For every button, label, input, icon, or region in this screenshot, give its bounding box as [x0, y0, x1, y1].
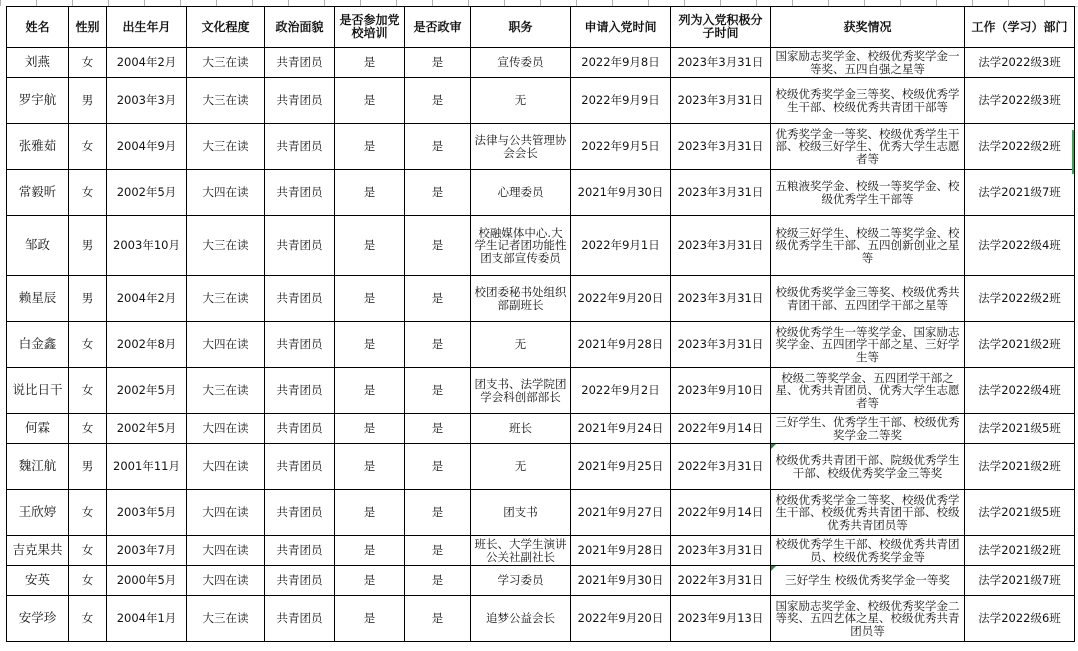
- cell-education[interactable]: 大四在读: [187, 414, 265, 444]
- cell-political[interactable]: 共青团员: [265, 322, 335, 368]
- cell-education[interactable]: 大三在读: [187, 124, 265, 170]
- cell-awards[interactable]: 五粮液奖学金、校级一等奖学金、校级优秀学生干部等: [771, 170, 965, 216]
- cell-position[interactable]: 团支书、法学院团学会科创部部长: [471, 368, 571, 414]
- cell-education[interactable]: 大四在读: [187, 322, 265, 368]
- cell-gender[interactable]: 男: [69, 444, 107, 490]
- cell-department[interactable]: 法学2021级7班: [965, 170, 1075, 216]
- cell-department[interactable]: 法学2022级2班: [965, 276, 1075, 322]
- table-row: [7, 368, 1075, 414]
- cell-apply-date[interactable]: 2022年9月20日: [571, 596, 671, 642]
- cell-name[interactable]: 邹政: [7, 216, 69, 276]
- cell-awards[interactable]: 国家励志奖学金、校级优秀奖学金二等奖、五四艺体之星、校级优秀共青团员等: [771, 596, 965, 642]
- cell-training[interactable]: 是: [335, 368, 405, 414]
- cell-review[interactable]: 是: [405, 490, 471, 536]
- cell-awards[interactable]: 校级优秀学生干部、校级优秀共青团员、校级优秀奖学金等: [771, 536, 965, 566]
- cell-political[interactable]: 共青团员: [265, 414, 335, 444]
- cell-position[interactable]: 法律与公共管理协会会长: [471, 124, 571, 170]
- cell-department[interactable]: 法学2021级2班: [965, 322, 1075, 368]
- cell-training[interactable]: 是: [335, 170, 405, 216]
- cell-activist-date[interactable]: 2023年3月31日: [671, 48, 771, 78]
- cell-review[interactable]: 是: [405, 216, 471, 276]
- cell-name[interactable]: 王欣婷: [7, 490, 69, 536]
- cell-gender[interactable]: 女: [69, 124, 107, 170]
- cell-training[interactable]: 是: [335, 216, 405, 276]
- cell-activist-date[interactable]: 2022年3月31日: [671, 566, 771, 596]
- table-row: [7, 276, 1075, 322]
- cell-gender[interactable]: 女: [69, 566, 107, 596]
- cell-training[interactable]: 是: [335, 596, 405, 642]
- cell-review[interactable]: 是: [405, 170, 471, 216]
- cell-political[interactable]: 共青团员: [265, 170, 335, 216]
- table-row: [7, 490, 1075, 536]
- cell-position[interactable]: 无: [471, 444, 571, 490]
- table-row: [7, 536, 1075, 566]
- cell-department[interactable]: 法学2021级2班: [965, 536, 1075, 566]
- cell-training[interactable]: 是: [335, 414, 405, 444]
- cell-political[interactable]: 共青团员: [265, 276, 335, 322]
- header-political[interactable]: 政治面貌: [265, 7, 335, 48]
- cell-gender[interactable]: 女: [69, 490, 107, 536]
- cell-position[interactable]: 团支书: [471, 490, 571, 536]
- cell-name[interactable]: 魏江航: [7, 444, 69, 490]
- cell-gender[interactable]: 女: [69, 368, 107, 414]
- cell-awards[interactable]: 校级三好学生、校级二等奖学金、校级优秀学生干部、五四创新创业之星等: [771, 216, 965, 276]
- cell-training[interactable]: 是: [335, 444, 405, 490]
- cell-activist-date[interactable]: 2023年9月10日: [671, 368, 771, 414]
- cell-position[interactable]: 心理委员: [471, 170, 571, 216]
- cell-activist-date[interactable]: 2022年9月14日: [671, 490, 771, 536]
- cell-department[interactable]: 法学2022级4班: [965, 216, 1075, 276]
- cell-activist-date[interactable]: 2023年3月31日: [671, 124, 771, 170]
- cell-activist-date[interactable]: 2022年3月31日: [671, 444, 771, 490]
- header-gender[interactable]: 性别: [69, 7, 107, 48]
- comment-marker: [771, 566, 776, 571]
- cell-training[interactable]: 是: [335, 124, 405, 170]
- cell-department[interactable]: 法学2022级3班: [965, 78, 1075, 124]
- cell-review[interactable]: 是: [405, 536, 471, 566]
- cell-gender[interactable]: 女: [69, 48, 107, 78]
- cell-awards[interactable]: 国家励志奖学金、校级优秀奖学金一等奖、五四自强之星等: [771, 48, 965, 78]
- cell-birth[interactable]: 2003年3月: [107, 78, 187, 124]
- cell-education[interactable]: 大三在读: [187, 276, 265, 322]
- cell-position[interactable]: 班长: [471, 414, 571, 444]
- cell-training[interactable]: 是: [335, 566, 405, 596]
- cell-review[interactable]: 是: [405, 124, 471, 170]
- cell-birth[interactable]: 2004年9月: [107, 124, 187, 170]
- cell-awards[interactable]: 校级优秀奖学金二等奖、校级优秀学生干部、校级优秀共青团干部、校级优秀共青团员等: [771, 490, 965, 536]
- cell-education[interactable]: 大三在读: [187, 216, 265, 276]
- cell-education[interactable]: 大四在读: [187, 170, 265, 216]
- cell-awards[interactable]: 校级优秀奖学金三等奖、校级优秀学生干部、校级优秀共青团干部等: [771, 78, 965, 124]
- cell-activist-date[interactable]: 2023年3月31日: [671, 170, 771, 216]
- cell-name[interactable]: 罗宇航: [7, 78, 69, 124]
- header-position[interactable]: 职务: [471, 7, 571, 48]
- cell-political[interactable]: 共青团员: [265, 78, 335, 124]
- table-row: [7, 566, 1075, 596]
- cell-political[interactable]: 共青团员: [265, 566, 335, 596]
- cell-awards[interactable]: 校级优秀共青团干部、院级优秀学生干部、校级优秀奖学金三等奖: [771, 444, 965, 490]
- cell-birth[interactable]: 2000年5月: [107, 566, 187, 596]
- cell-education[interactable]: 大四在读: [187, 566, 265, 596]
- cell-department[interactable]: 法学2021级7班: [965, 566, 1075, 596]
- cell-gender[interactable]: 女: [69, 322, 107, 368]
- header-apply-date[interactable]: 申请入党时间: [571, 7, 671, 48]
- cell-review[interactable]: 是: [405, 414, 471, 444]
- cell-apply-date[interactable]: 2022年9月5日: [571, 124, 671, 170]
- cell-position[interactable]: 校融媒体中心.大学生记者团功能性团支部宣传委员: [471, 216, 571, 276]
- cell-gender[interactable]: 女: [69, 170, 107, 216]
- cell-apply-date[interactable]: 2022年9月8日: [571, 48, 671, 78]
- cell-birth[interactable]: 2003年7月: [107, 536, 187, 566]
- cell-gender[interactable]: 女: [69, 414, 107, 444]
- cell-apply-date[interactable]: 2021年9月28日: [571, 322, 671, 368]
- cell-activist-date[interactable]: 2023年9月13日: [671, 596, 771, 642]
- cell-birth[interactable]: 2004年1月: [107, 596, 187, 642]
- cell-activist-date[interactable]: 2022年9月14日: [671, 414, 771, 444]
- cell-position[interactable]: 无: [471, 78, 571, 124]
- cell-apply-date[interactable]: 2022年9月9日: [571, 78, 671, 124]
- header-birth[interactable]: 出生年月: [107, 7, 187, 48]
- cell-review[interactable]: 是: [405, 566, 471, 596]
- cell-birth[interactable]: 2002年5月: [107, 414, 187, 444]
- cell-review[interactable]: 是: [405, 368, 471, 414]
- cell-political[interactable]: 共青团员: [265, 444, 335, 490]
- cell-name[interactable]: 赖星辰: [7, 276, 69, 322]
- cell-awards[interactable]: 校级优秀奖学金三等奖、校级优秀共青团干部、五四团学干部之星等: [771, 276, 965, 322]
- cell-apply-date[interactable]: 2022年9月2日: [571, 368, 671, 414]
- cell-training[interactable]: 是: [335, 78, 405, 124]
- cell-training[interactable]: 是: [335, 322, 405, 368]
- cell-birth[interactable]: 2001年11月: [107, 444, 187, 490]
- cell-political[interactable]: 共青团员: [265, 216, 335, 276]
- cell-education[interactable]: 大四在读: [187, 444, 265, 490]
- cell-birth[interactable]: 2003年10月: [107, 216, 187, 276]
- cell-apply-date[interactable]: 2022年9月20日: [571, 276, 671, 322]
- cell-education[interactable]: 大四在读: [187, 490, 265, 536]
- header-awards[interactable]: 获奖情况: [771, 7, 965, 48]
- cell-gender[interactable]: 女: [69, 536, 107, 566]
- cell-education[interactable]: 大三在读: [187, 368, 265, 414]
- cell-gender[interactable]: 女: [69, 596, 107, 642]
- cell-position[interactable]: 追梦公益会长: [471, 596, 571, 642]
- cell-awards[interactable]: 三好学生 校级优秀奖学金一等奖: [771, 566, 965, 596]
- cell-position[interactable]: 校团委秘书处组织部副班长: [471, 276, 571, 322]
- cell-political[interactable]: 共青团员: [265, 368, 335, 414]
- cell-name[interactable]: 安英: [7, 566, 69, 596]
- cell-department[interactable]: 法学2022级6班: [965, 596, 1075, 642]
- cell-review[interactable]: 是: [405, 322, 471, 368]
- cell-review[interactable]: 是: [405, 596, 471, 642]
- comment-marker: [771, 444, 776, 449]
- cell-education[interactable]: 大三在读: [187, 78, 265, 124]
- cell-training[interactable]: 是: [335, 490, 405, 536]
- cell-name[interactable]: 吉克果共: [7, 536, 69, 566]
- cell-political[interactable]: 共青团员: [265, 124, 335, 170]
- header-training[interactable]: 是否参加党校培训: [335, 7, 405, 48]
- header-name[interactable]: 姓名: [7, 7, 69, 48]
- cell-training[interactable]: 是: [335, 48, 405, 78]
- table-row: [7, 170, 1075, 216]
- table-row: [7, 78, 1075, 124]
- cell-name[interactable]: 常毅昕: [7, 170, 69, 216]
- table-row: [7, 596, 1075, 642]
- cell-department[interactable]: 法学2022级2班: [965, 124, 1075, 170]
- cell-gender[interactable]: 男: [69, 216, 107, 276]
- cell-apply-date[interactable]: 2021年9月30日: [571, 566, 671, 596]
- cell-birth[interactable]: 2002年5月: [107, 170, 187, 216]
- cell-birth[interactable]: 2003年5月: [107, 490, 187, 536]
- cell-activist-date[interactable]: 2023年3月31日: [671, 536, 771, 566]
- table-row: [7, 414, 1075, 444]
- cell-training[interactable]: 是: [335, 276, 405, 322]
- cell-gender[interactable]: 男: [69, 78, 107, 124]
- cell-position[interactable]: 班长、大学生演讲公关社副社长: [471, 536, 571, 566]
- cell-apply-date[interactable]: 2021年9月25日: [571, 444, 671, 490]
- cell-position[interactable]: 学习委员: [471, 566, 571, 596]
- cell-review[interactable]: 是: [405, 276, 471, 322]
- cell-name[interactable]: 何霖: [7, 414, 69, 444]
- cell-political[interactable]: 共青团员: [265, 490, 335, 536]
- cell-name[interactable]: 说比日干: [7, 368, 69, 414]
- cell-apply-date[interactable]: 2021年9月24日: [571, 414, 671, 444]
- cell-political[interactable]: 共青团员: [265, 48, 335, 78]
- cell-department[interactable]: 法学2021级5班: [965, 490, 1075, 536]
- table-row: [7, 322, 1075, 368]
- header-activist-date[interactable]: 列为入党积极分子时间: [671, 7, 771, 48]
- table-row: [7, 444, 1075, 490]
- member-table: [6, 6, 1075, 642]
- table-row: [7, 124, 1075, 170]
- cell-position[interactable]: 无: [471, 322, 571, 368]
- cell-apply-date[interactable]: 2021年9月27日: [571, 490, 671, 536]
- cell-activist-date[interactable]: 2023年3月31日: [671, 216, 771, 276]
- cell-birth[interactable]: 2004年2月: [107, 276, 187, 322]
- cell-political[interactable]: 共青团员: [265, 596, 335, 642]
- header-department[interactable]: 工作（学习）部门: [965, 7, 1075, 48]
- cell-review[interactable]: 是: [405, 78, 471, 124]
- cell-awards[interactable]: 校级二等奖学金、五四团学干部之星、优秀共青团员、优秀大学生志愿者等: [771, 368, 965, 414]
- cell-education[interactable]: 大三在读: [187, 596, 265, 642]
- cell-apply-date[interactable]: 2022年9月1日: [571, 216, 671, 276]
- cell-name[interactable]: 安学珍: [7, 596, 69, 642]
- table-row: [7, 48, 1075, 78]
- cell-name[interactable]: 刘燕: [7, 48, 69, 78]
- cell-name[interactable]: 张雅茹: [7, 124, 69, 170]
- header-education[interactable]: 文化程度: [187, 7, 265, 48]
- cell-awards[interactable]: 三好学生、优秀学生干部、校级优秀奖学金二等奖: [771, 414, 965, 444]
- cell-education[interactable]: 大三在读: [187, 48, 265, 78]
- cell-review[interactable]: 是: [405, 444, 471, 490]
- cell-political[interactable]: 共青团员: [265, 536, 335, 566]
- table-row: [7, 216, 1075, 276]
- cell-activist-date[interactable]: 2023年3月31日: [671, 322, 771, 368]
- cell-name[interactable]: 白金鑫: [7, 322, 69, 368]
- selection-marker: [1072, 130, 1074, 174]
- cell-department[interactable]: 法学2022级4班: [965, 368, 1075, 414]
- cell-department[interactable]: 法学2021级5班: [965, 414, 1075, 444]
- cell-awards[interactable]: 优秀奖学金一等奖、校级优秀学生干部、校级三好学生、优秀大学生志愿者等: [771, 124, 965, 170]
- cell-position[interactable]: 宣传委员: [471, 48, 571, 78]
- cell-awards[interactable]: 校级优秀学生一等奖学金、国家励志奖学金、五四团学干部之星、三好学生等: [771, 322, 965, 368]
- cell-apply-date[interactable]: 2021年9月28日: [571, 536, 671, 566]
- cell-birth[interactable]: 2004年2月: [107, 48, 187, 78]
- cell-birth[interactable]: 2002年5月: [107, 368, 187, 414]
- cell-education[interactable]: 大四在读: [187, 536, 265, 566]
- cell-apply-date[interactable]: 2021年9月30日: [571, 170, 671, 216]
- header-review[interactable]: 是否政审: [405, 7, 471, 48]
- cell-review[interactable]: 是: [405, 48, 471, 78]
- cell-department[interactable]: 法学2022级3班: [965, 48, 1075, 78]
- cell-training[interactable]: 是: [335, 536, 405, 566]
- cell-activist-date[interactable]: 2023年3月31日: [671, 78, 771, 124]
- cell-department[interactable]: 法学2021级2班: [965, 444, 1075, 490]
- cell-gender[interactable]: 男: [69, 276, 107, 322]
- header-row: [7, 7, 1075, 48]
- cell-activist-date[interactable]: 2023年3月31日: [671, 276, 771, 322]
- cell-birth[interactable]: 2002年8月: [107, 322, 187, 368]
